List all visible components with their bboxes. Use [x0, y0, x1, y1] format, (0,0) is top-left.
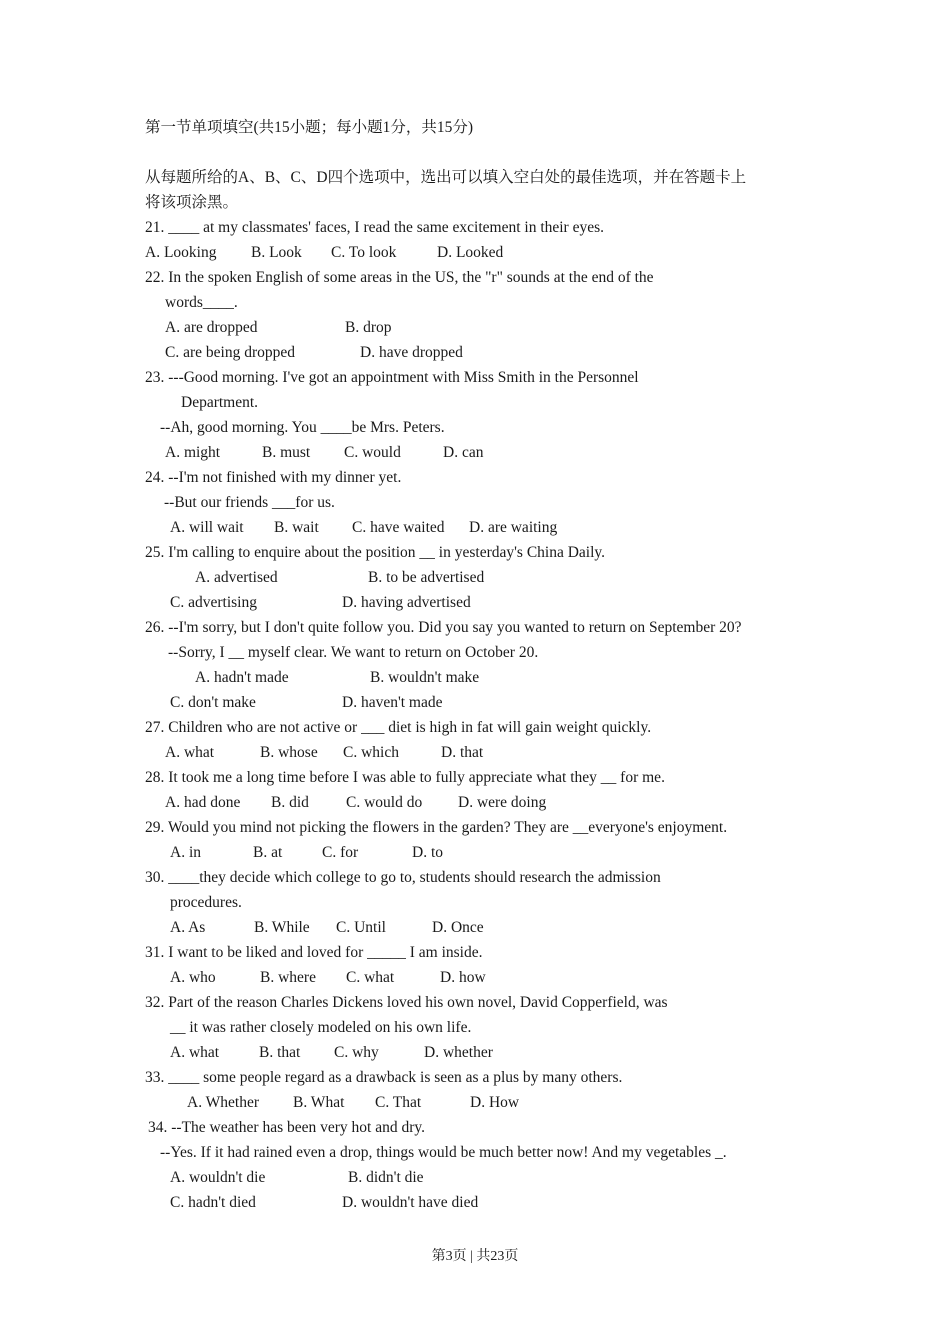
- question-21-option-d: D. Looked: [437, 244, 504, 261]
- question-32-stem-cont: __ it was rather closely modeled on his own life.: [170, 1019, 472, 1036]
- question-23-option-a: A. might: [165, 444, 221, 461]
- question-31-stem: 31. I want to be liked and loved for _____ I am inside.: [145, 944, 483, 961]
- question-29-option-b: B. at: [253, 844, 283, 861]
- question-22-option-d: D. have dropped: [360, 344, 463, 361]
- question-30-stem: 30. ____they decide which college to go to, students should research the admission: [145, 869, 661, 886]
- question-26-option-c: C. don't make: [170, 694, 256, 711]
- question-28-option-b: B. did: [271, 794, 309, 811]
- question-26-stem: 26. --I'm sorry, but I don't quite follow you. Did you say you wanted to return on September 20?: [145, 619, 742, 636]
- question-31-option-c: C. what: [346, 969, 395, 986]
- question-27-option-a: A. what: [165, 744, 215, 761]
- question-32-option-b: B. that: [259, 1044, 301, 1061]
- question-28-stem: 28. It took me a long time before I was able to fully appreciate what they __ for me.: [145, 769, 665, 786]
- question-26-reply: --Sorry, I __ myself clear. We want to return on October 20.: [168, 644, 539, 661]
- question-26-option-a: A. hadn't made: [195, 669, 289, 686]
- question-32-option-c: C. why: [334, 1044, 379, 1061]
- question-23-stem: 23. ---Good morning. I've got an appointment with Miss Smith in the Personnel: [145, 369, 639, 386]
- question-34-option-c: C. hadn't died: [170, 1194, 256, 1211]
- question-23-option-d: D. can: [443, 444, 484, 461]
- question-30-option-a: A. As: [170, 919, 206, 936]
- question-25-stem: 25. I'm calling to enquire about the position __ in yesterday's China Daily.: [145, 544, 606, 561]
- section-title: 第一节单项填空(共15小题；每小题1分，共15分): [145, 119, 474, 136]
- question-34-option-d: D. wouldn't have died: [342, 1194, 479, 1211]
- question-33-option-a: A. Whether: [187, 1094, 260, 1111]
- question-21-option-c: C. To look: [331, 244, 397, 261]
- question-21-stem: 21. ____ at my classmates' faces, I read the same excitement in their eyes.: [145, 219, 605, 236]
- question-25-option-d: D. having advertised: [342, 594, 471, 611]
- question-25-option-b: B. to be advertised: [368, 569, 485, 586]
- question-23-option-b: B. must: [262, 444, 311, 461]
- question-29-option-d: D. to: [412, 844, 443, 861]
- instructions-line-2: 将该项涂黑。: [145, 194, 239, 211]
- page-footer: 第3页 | 共23页: [431, 1249, 519, 1264]
- question-29-stem: 29. Would you mind not picking the flowers in the garden? They are __everyone's enjoyment.: [145, 819, 728, 836]
- question-22-option-b: B. drop: [345, 319, 392, 336]
- question-30-option-b: B. While: [254, 919, 310, 936]
- question-23-reply: --Ah, good morning. You ____be Mrs. Peters.: [160, 419, 445, 436]
- question-23-option-c: C. would: [344, 444, 401, 461]
- question-31-option-d: D. how: [440, 969, 486, 986]
- question-29-option-c: C. for: [322, 844, 359, 861]
- question-32-option-a: A. what: [170, 1044, 220, 1061]
- question-32-option-d: D. whether: [424, 1044, 493, 1061]
- question-34-reply: --Yes. If it had rained even a drop, things would be much better now! And my vegetables _.: [160, 1144, 727, 1161]
- question-24-option-d: D. are waiting: [469, 519, 558, 536]
- question-28-option-a: A. had done: [165, 794, 241, 811]
- question-29-option-a: A. in: [170, 844, 201, 861]
- question-24-option-a: A. will wait: [170, 519, 244, 536]
- question-33-option-b: B. What: [293, 1094, 345, 1111]
- question-24-option-b: B. wait: [274, 519, 319, 536]
- question-22-option-c: C. are being dropped: [165, 344, 295, 361]
- question-26-option-b: B. wouldn't make: [370, 669, 480, 686]
- question-24-option-c: C. have waited: [352, 519, 445, 536]
- question-33-option-c: C. That: [375, 1094, 422, 1111]
- question-30-option-d: D. Once: [432, 919, 484, 936]
- question-27-option-c: C. which: [343, 744, 399, 761]
- question-31-option-a: A. who: [170, 969, 216, 986]
- question-21-option-b: B. Look: [251, 244, 302, 261]
- question-22-stem-cont: words____.: [165, 294, 238, 311]
- question-25-option-c: C. advertising: [170, 594, 257, 611]
- question-23-stem-cont: Department.: [181, 394, 259, 411]
- question-22-option-a: A. are dropped: [165, 319, 258, 336]
- question-24-reply: --But our friends ___for us.: [164, 494, 335, 511]
- question-28-option-d: D. were doing: [458, 794, 547, 811]
- question-27-option-b: B. whose: [260, 744, 318, 761]
- question-34-option-b: B. didn't die: [348, 1169, 424, 1186]
- question-28-option-c: C. would do: [346, 794, 423, 811]
- question-26-option-d: D. haven't made: [342, 694, 443, 711]
- instructions-line-1: 从每题所给的A、B、C、D四个选项中，选出可以填入空白处的最佳选项，并在答题卡上: [145, 169, 747, 186]
- question-27-option-d: D. that: [441, 744, 484, 761]
- question-34-stem: 34. --The weather has been very hot and dry.: [148, 1119, 426, 1136]
- question-25-option-a: A. advertised: [195, 569, 278, 586]
- question-34-option-a: A. wouldn't die: [170, 1169, 266, 1186]
- question-33-option-d: D. How: [470, 1094, 520, 1111]
- question-30-stem-cont: procedures.: [170, 894, 242, 911]
- question-21-option-a: A. Looking: [145, 244, 217, 261]
- question-30-option-c: C. Until: [336, 919, 386, 936]
- question-22-stem: 22. In the spoken English of some areas in the US, the "r" sounds at the end of the: [145, 269, 654, 286]
- question-32-stem: 32. Part of the reason Charles Dickens loved his own novel, David Copperfield, was: [145, 994, 668, 1011]
- question-31-option-b: B. where: [260, 969, 316, 986]
- question-24-stem: 24. --I'm not finished with my dinner yet.: [145, 469, 402, 486]
- question-33-stem: 33. ____ some people regard as a drawback is seen as a plus by many others.: [145, 1069, 623, 1086]
- question-27-stem: 27. Children who are not active or ___ diet is high in fat will gain weight quickly.: [145, 719, 652, 736]
